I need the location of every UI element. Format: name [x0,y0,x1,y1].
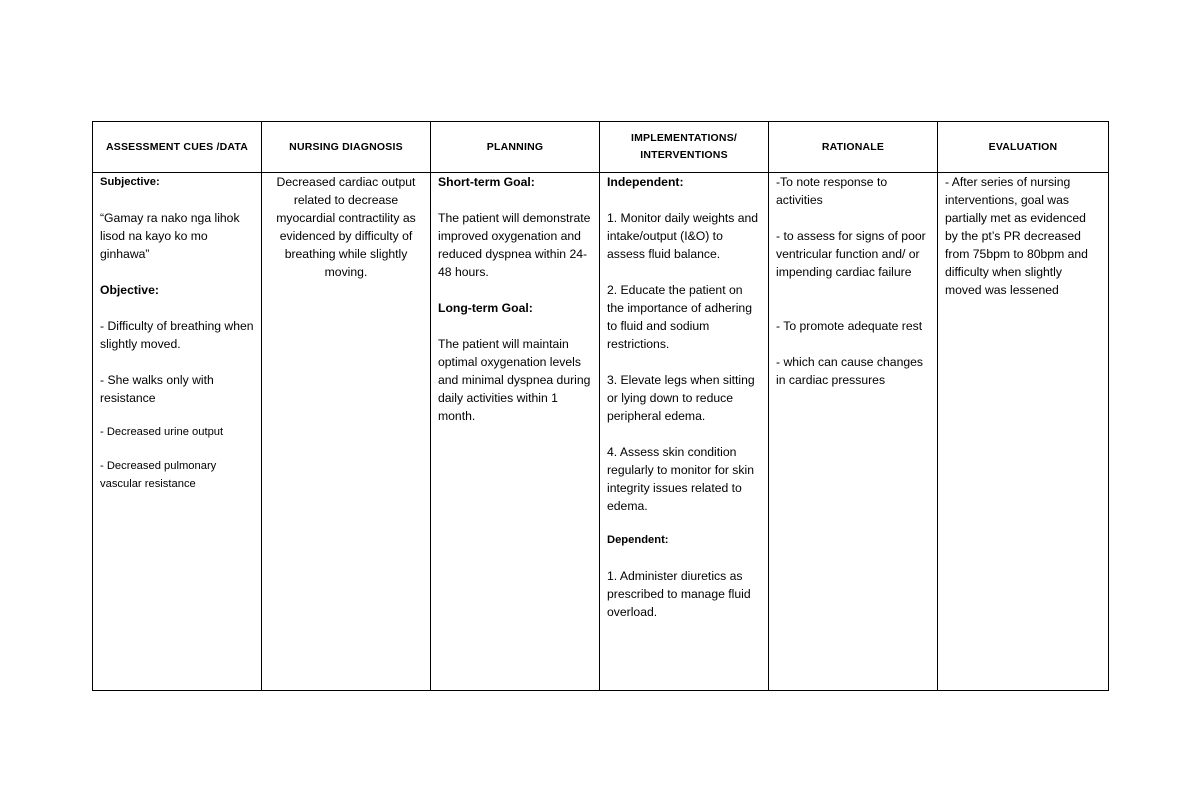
intervention-item: 3. Elevate legs when sitting or lying down to reduce peripheral edema. [607,373,755,423]
short-term-goal-label: Short-term Goal: [438,175,535,189]
subjective-label: Subjective: [100,176,160,188]
intervention-item: 1. Monitor daily weights and intake/output (I&O) to assess fluid balance. [607,211,759,261]
intervention-item: 4. Assess skin condition regularly to monitor for skin integrity issues related to edema. [607,445,754,513]
diagnosis-cell [262,173,431,691]
independent-label: Independent: [607,175,684,189]
objective-item: - Decreased urine output [100,426,224,438]
header-implementations-line1: IMPLEMENTATIONS/ [630,132,738,144]
header-row [93,122,1109,173]
intervention-item: 2. Educate the patient on the importance of adhering to fluid and sodium restrictions. [607,283,752,351]
header-implementations-line2: INTERVENTIONS [640,149,728,161]
objective-item: - Difficulty of breathing when slightly moved. [100,319,254,351]
header-evaluation: EVALUATION [938,122,1109,173]
header-rationale: RATIONALE [769,122,938,173]
subjective-quote: “Gamay ra nako nga lihok lisod na kayo ko mo ginhawa” [100,211,240,261]
assessment-cell [93,173,262,691]
header-implementations [600,122,769,173]
nursing-care-plan-table [92,121,1109,691]
intervention-item: 1. Administer diuretics as prescribed to manage fluid overload. [607,569,751,619]
rationale-item: - which can cause changes in cardiac pressures [776,355,924,387]
objective-item: - Decreased pulmonary vascular resistance [100,460,217,490]
implementations-cell [600,173,769,691]
long-term-goal-text: The patient will maintain optimal oxygenation levels and minimal dyspnea during daily activities within 1 month. [438,337,591,423]
objective-item: - She walks only with resistance [100,373,214,405]
dependent-label: Dependent: [607,534,669,546]
evaluation-cell [938,173,1109,691]
diagnosis-text: Decreased cardiac output related to decrease myocardial contractility as evidenced by difficulty of breathing while slightly moving. [276,175,416,279]
short-term-goal-text: The patient will demonstrate improved oxygenation and reduced dyspnea within 24-48 hours. [438,211,591,279]
header-planning: PLANNING [431,122,600,173]
long-term-goal-label: Long-term Goal: [438,301,533,315]
evaluation-text: - After series of nursing interventions, goal was partially met as evidenced by the pt’s PR decreased from 75bpm to 80bpm and difficulty when slightly moved was lessened [945,175,1088,297]
rationale-item: -To note response to activities [776,175,888,207]
rationale-item: - to assess for signs of poor ventricular function and/ or impending cardiac failure [776,229,926,279]
rationale-item: - To promote adequate rest [776,319,923,333]
content-row [93,173,1109,691]
header-assessment: ASSESSMENT CUES /DATA [93,122,262,173]
planning-cell [431,173,600,691]
rationale-cell [769,173,938,691]
header-diagnosis: NURSING DIAGNOSIS [262,122,431,173]
objective-label: Objective: [100,283,159,297]
